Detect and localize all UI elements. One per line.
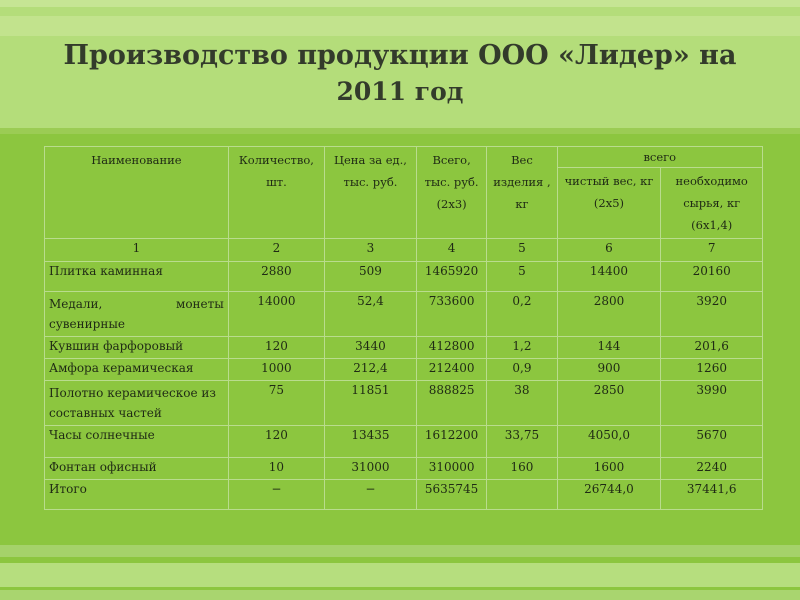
cell-net: 144 (557, 337, 661, 359)
cell-raw: 20160 (661, 262, 763, 292)
cell-price: 31000 (325, 458, 417, 480)
table-total-row (45, 480, 763, 510)
cell-raw: 37441,6 (661, 480, 763, 510)
index-cell: 6 (557, 239, 661, 262)
cell-name: Часы солнечные (45, 426, 229, 458)
index-cell: 5 (487, 239, 557, 262)
cell-name (45, 292, 229, 337)
cell-price: 13435 (325, 426, 417, 458)
cell-weight: 5 (487, 262, 557, 292)
header-stripe (0, 16, 800, 36)
cell-net: 14400 (557, 262, 661, 292)
cell-qty: − (228, 480, 324, 510)
cell-net: 2850 (557, 381, 661, 426)
table-row (45, 381, 763, 426)
cell-name: Полотно керамическое из составных частей (45, 381, 229, 426)
header-qty: Количество, шт. (228, 147, 324, 239)
cell-raw: 3990 (661, 381, 763, 426)
table-row (45, 292, 763, 337)
table-row (45, 337, 763, 359)
cell-total: 888825 (416, 381, 486, 426)
footer-stripe (0, 545, 800, 557)
table-row (45, 458, 763, 480)
cell-weight: 0,2 (487, 292, 557, 337)
table-index-row (45, 239, 763, 262)
cell-weight: 33,75 (487, 426, 557, 458)
cell-net: 900 (557, 359, 661, 381)
table-row (45, 359, 763, 381)
cell-price: − (325, 480, 417, 510)
cell-qty: 1000 (228, 359, 324, 381)
cell-name: Плитка каминная (45, 262, 229, 292)
table-row (45, 262, 763, 292)
cell-net: 4050,0 (557, 426, 661, 458)
cell-raw: 201,6 (661, 337, 763, 359)
table-header-row (45, 147, 763, 168)
cell-qty: 120 (228, 337, 324, 359)
cell-name: Кувшин фарфоровый (45, 337, 229, 359)
cell-raw: 2240 (661, 458, 763, 480)
production-table (44, 146, 763, 510)
cell-total: 310000 (416, 458, 486, 480)
header-total: Всего, тыс. руб. (2х3) (416, 147, 486, 239)
cell-name-part: монеты (176, 297, 224, 311)
index-cell: 4 (416, 239, 486, 262)
cell-qty: 14000 (228, 292, 324, 337)
cell-qty: 2880 (228, 262, 324, 292)
cell-name-line2: сувенирные (49, 317, 125, 331)
cell-name: Фонтан офисный (45, 458, 229, 480)
index-cell: 7 (661, 239, 763, 262)
footer-stripe (0, 563, 800, 587)
table-row (45, 426, 763, 458)
header-raw: необходимо сырья, кг (6х1,4) (661, 168, 763, 239)
cell-weight: 160 (487, 458, 557, 480)
slide-title-line2: 2011 год (336, 77, 464, 106)
cell-price: 509 (325, 262, 417, 292)
index-cell: 2 (228, 239, 324, 262)
cell-price: 52,4 (325, 292, 417, 337)
cell-name-line1 (49, 294, 224, 314)
cell-total: 5635745 (416, 480, 486, 510)
cell-total: 212400 (416, 359, 486, 381)
cell-net: 1600 (557, 458, 661, 480)
cell-name: Итого (45, 480, 229, 510)
cell-raw: 1260 (661, 359, 763, 381)
cell-price: 212,4 (325, 359, 417, 381)
cell-price: 3440 (325, 337, 417, 359)
header-weight: Вес изделия , кг (487, 147, 557, 239)
header-stripe (0, 0, 800, 7)
cell-price: 11851 (325, 381, 417, 426)
index-cell: 1 (45, 239, 229, 262)
header-net: чистый вес, кг (2х5) (557, 168, 661, 239)
footer-stripe (0, 590, 800, 600)
cell-total: 1612200 (416, 426, 486, 458)
cell-raw: 3920 (661, 292, 763, 337)
header-group: всего (557, 147, 762, 168)
header-price: Цена за ед., тыс. руб. (325, 147, 417, 239)
index-cell: 3 (325, 239, 417, 262)
cell-qty: 75 (228, 381, 324, 426)
cell-net: 2800 (557, 292, 661, 337)
header-name: Наименование (45, 147, 229, 239)
cell-total: 1465920 (416, 262, 486, 292)
cell-name: Амфора керамическая (45, 359, 229, 381)
cell-qty: 10 (228, 458, 324, 480)
slide-title (0, 38, 800, 110)
cell-weight: 1,2 (487, 337, 557, 359)
cell-weight (487, 480, 557, 510)
cell-raw: 5670 (661, 426, 763, 458)
cell-weight: 38 (487, 381, 557, 426)
cell-name-part: Медали, (49, 297, 103, 311)
slide-title-line1: Производство продукции ООО «Лидер» на (63, 40, 737, 71)
cell-weight: 0,9 (487, 359, 557, 381)
cell-total: 733600 (416, 292, 486, 337)
cell-net: 26744,0 (557, 480, 661, 510)
cell-qty: 120 (228, 426, 324, 458)
cell-total: 412800 (416, 337, 486, 359)
divider-stripe (0, 128, 800, 134)
